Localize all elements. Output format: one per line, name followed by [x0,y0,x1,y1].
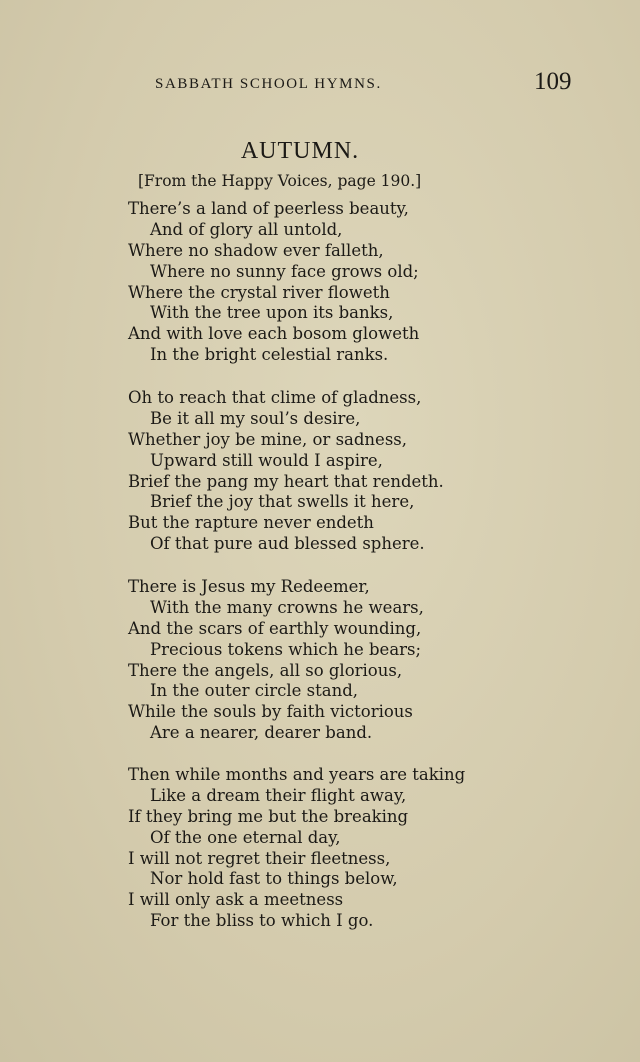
verse-line: Upward still would I aspire, [150,450,383,470]
hymn-source: [From the Happy Voices, page 190.] [138,172,422,190]
verse-line: There’s a land of peerless beauty, [128,199,409,218]
verse-line: Where the crystal river floweth [128,282,390,302]
verse-line: Of that pure aud blessed sphere. [150,534,425,554]
verse-line: And the scars of earthly wounding, [128,618,422,638]
verse-line: There is Jesus my Redeemer, [128,577,370,596]
verse-line: In the outer circle stand, [150,681,359,701]
verse-line: Be it all my soul’s desire, [150,408,361,428]
stanza-1 [128,199,419,366]
verse-line: Whether joy be mine, or sadness, [128,429,408,449]
verse-line: Where no sunny face grows old; [150,261,419,281]
verse-line: I will only ask a meetness [128,890,344,910]
stanza-2 [128,388,444,555]
verse-line: Where no shadow ever falleth, [128,240,384,260]
verse-line: With the many crowns he wears, [150,597,424,617]
verse-line: And of glory all untold, [150,219,343,239]
verse-line: Precious tokens which he bears; [150,639,422,659]
verse-line: Then while months and years are taking [128,765,466,784]
stanza-3 [128,577,424,744]
stanza-4 [128,765,465,932]
verse-line: With the tree upon its banks, [150,303,394,323]
verse-line: Like a dream their flight away, [150,785,407,805]
hymn-title: AUTUMN. [240,138,360,164]
page-number: 109 [534,68,572,95]
verse-line: Brief the pang my heart that rendeth. [128,471,444,491]
verse-line: Brief the joy that swells it here, [150,492,415,512]
verse-line: Are a nearer, dearer band. [150,723,373,743]
running-head: SABBATH SCHOOL HYMNS. [155,76,382,92]
verse-line: While the souls by faith victorious [128,702,413,722]
verse-line: For the bliss to which I go. [150,911,374,931]
verse-line: I will not regret their fleetness, [128,848,391,868]
verse-line: Oh to reach that clime of gladness, [128,388,422,407]
verse-line: Of the one eternal day, [150,827,341,847]
verse-line: And with love each bosom gloweth [128,324,420,344]
verse-line: Nor hold fast to things below, [150,869,398,889]
verse-line: If they bring me but the breaking [128,806,409,826]
verse-line: There the angels, all so glorious, [128,660,403,680]
verse-line: But the rapture never endeth [128,513,374,533]
verse-line: In the bright celestial ranks. [150,345,389,365]
